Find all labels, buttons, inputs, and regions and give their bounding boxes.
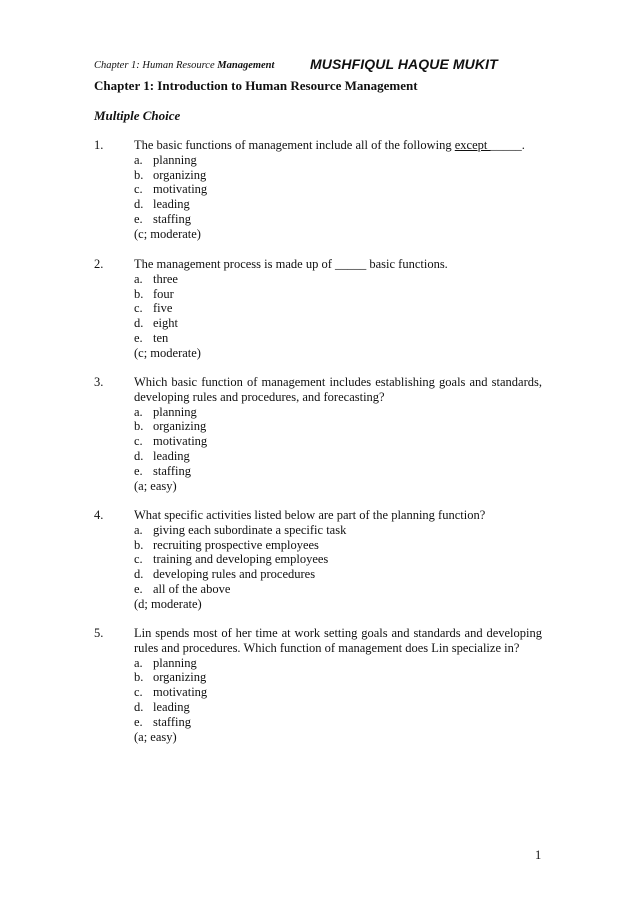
option-text: training and developing employees xyxy=(153,552,329,567)
stem-text-before: The basic functions of management include all of the following xyxy=(134,138,455,152)
option-text: three xyxy=(153,271,178,286)
option-letter: c. xyxy=(134,685,143,700)
section-title: Multiple Choice xyxy=(94,108,181,123)
option-b xyxy=(134,419,542,434)
option-e xyxy=(134,212,542,227)
option-letter: c. xyxy=(134,182,143,197)
answer-key: (d; moderate) xyxy=(134,596,202,611)
question-body xyxy=(134,508,542,612)
option-text: planning xyxy=(153,655,197,670)
option-d xyxy=(134,197,542,212)
option-letter: e. xyxy=(134,463,143,478)
option-b xyxy=(134,168,542,183)
stem-blank: _____. xyxy=(490,138,525,152)
option-letter: e. xyxy=(134,211,143,226)
option-e xyxy=(134,715,542,730)
question-stem: What specific activities listed below are part of the planning function? xyxy=(134,508,486,522)
option-letter: e. xyxy=(134,330,143,345)
option-letter: a. xyxy=(134,522,143,537)
option-d xyxy=(134,567,542,582)
option-e xyxy=(134,464,542,479)
option-letter: a. xyxy=(134,152,143,167)
option-letter: b. xyxy=(134,167,144,182)
option-text: planning xyxy=(153,152,197,167)
question-number: 5. xyxy=(94,626,104,640)
question-number: 3. xyxy=(94,375,104,389)
chapter-title: Chapter 1: Introduction to Human Resource Management xyxy=(94,78,418,93)
question-1 xyxy=(94,138,542,242)
page-number: 1 xyxy=(535,848,542,862)
option-text: leading xyxy=(153,699,190,714)
question-3 xyxy=(94,375,542,493)
option-c xyxy=(134,434,542,449)
option-b xyxy=(134,538,542,553)
header-chapter-suffix: Management xyxy=(217,60,275,71)
option-a xyxy=(134,272,542,287)
question-stem: Which basic function of management includes establishing goals and standards, developing rules and procedures, and forecasting? xyxy=(134,375,542,404)
option-text: five xyxy=(153,301,173,316)
header-author: MUSHFIQUL HAQUE MUKIT xyxy=(310,56,498,72)
option-text: eight xyxy=(153,316,178,331)
option-e xyxy=(134,582,542,597)
option-letter: a. xyxy=(134,271,143,286)
option-letter: d. xyxy=(134,197,144,212)
option-a xyxy=(134,405,542,420)
option-letter: a. xyxy=(134,404,143,419)
answer-key: (c; moderate) xyxy=(134,345,201,360)
option-letter: a. xyxy=(134,655,143,670)
question-number: 4. xyxy=(94,508,104,522)
option-text: staffing xyxy=(153,211,191,226)
option-a xyxy=(134,656,542,671)
option-letter: d. xyxy=(134,316,144,331)
option-d xyxy=(134,449,542,464)
option-d xyxy=(134,316,542,331)
option-a xyxy=(134,153,542,168)
option-letter: e. xyxy=(134,581,143,596)
answer-key: (a; easy) xyxy=(134,729,177,744)
question-2 xyxy=(94,257,542,361)
option-b xyxy=(134,670,542,685)
option-text: staffing xyxy=(153,463,191,478)
option-text: all of the above xyxy=(153,581,231,596)
option-letter: b. xyxy=(134,537,144,552)
question-4 xyxy=(94,508,542,612)
option-letter: d. xyxy=(134,567,144,582)
running-header xyxy=(94,56,554,76)
option-text: leading xyxy=(153,448,190,463)
answer-key: (c; moderate) xyxy=(134,226,201,241)
option-letter: d. xyxy=(134,699,144,714)
option-letter: b. xyxy=(134,286,144,301)
question-body xyxy=(134,138,542,242)
question-body xyxy=(134,375,542,493)
question-number: 1. xyxy=(94,138,104,152)
option-text: developing rules and procedures xyxy=(153,567,316,582)
option-letter: c. xyxy=(134,434,143,449)
option-text: motivating xyxy=(153,434,208,449)
option-text: recruiting prospective employees xyxy=(153,537,319,552)
option-letter: c. xyxy=(134,301,143,316)
option-text: organizing xyxy=(153,419,207,434)
question-body xyxy=(134,626,542,744)
header-chapter-label xyxy=(94,60,274,71)
option-text: motivating xyxy=(153,182,208,197)
answer-key: (a; easy) xyxy=(134,478,177,493)
option-text: ten xyxy=(153,330,169,345)
question-5 xyxy=(94,626,542,744)
option-text: four xyxy=(153,286,174,301)
option-letter: b. xyxy=(134,670,144,685)
option-text: planning xyxy=(153,404,197,419)
question-stem: Lin spends most of her time at work setting goals and standards and developing rules and procedures. Which function of management does Lin specialize in? xyxy=(134,626,542,655)
option-c xyxy=(134,301,542,316)
question-number: 2. xyxy=(94,257,104,271)
option-text: motivating xyxy=(153,685,208,700)
option-text: organizing xyxy=(153,670,207,685)
option-letter: c. xyxy=(134,552,143,567)
option-letter: e. xyxy=(134,714,143,729)
option-d xyxy=(134,700,542,715)
question-stem xyxy=(134,138,542,153)
stem-underlined-word: except xyxy=(454,138,491,152)
option-letter: b. xyxy=(134,419,144,434)
option-letter: d. xyxy=(134,448,144,463)
option-text: leading xyxy=(153,197,190,212)
option-text: organizing xyxy=(153,167,207,182)
question-body xyxy=(134,257,542,361)
option-c xyxy=(134,552,542,567)
question-stem: The management process is made up of _____ basic functions. xyxy=(134,257,448,271)
option-c xyxy=(134,685,542,700)
option-e xyxy=(134,331,542,346)
option-text: giving each subordinate a specific task xyxy=(153,522,347,537)
header-chapter-prefix: Chapter 1: Human Resource xyxy=(94,60,215,71)
option-text: staffing xyxy=(153,714,191,729)
option-a xyxy=(134,523,542,538)
option-b xyxy=(134,287,542,302)
option-c xyxy=(134,182,542,197)
